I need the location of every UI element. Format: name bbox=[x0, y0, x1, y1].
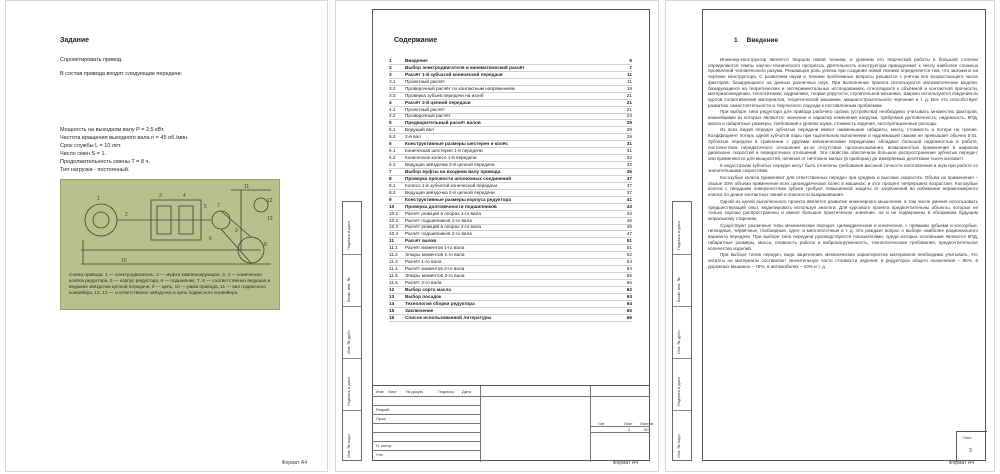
svg-text:3: 3 bbox=[159, 193, 162, 199]
toc-page: 62 bbox=[626, 286, 632, 292]
table-of-contents bbox=[389, 58, 632, 322]
toc-row bbox=[389, 134, 632, 141]
toc-row bbox=[389, 280, 632, 287]
side-label: Инв. № дубл. bbox=[676, 329, 681, 354]
toc-label: Колесо 1-й зубчатой конической передачи bbox=[405, 182, 498, 188]
toc-page: 53 bbox=[626, 259, 632, 265]
toc-label: Коническое колесо 1-й передачи bbox=[405, 155, 477, 161]
toc-number: 8 bbox=[389, 175, 392, 181]
toc-page: 7 bbox=[629, 64, 632, 70]
toc-number: 12 bbox=[389, 286, 395, 292]
toc-row bbox=[389, 245, 632, 252]
toc-row bbox=[389, 301, 632, 308]
toc-row bbox=[389, 141, 632, 148]
toc-label: Выбор посадок bbox=[405, 293, 442, 299]
sheet-number: 3 bbox=[969, 448, 972, 454]
toc-label: Проверка долговечности подшипников bbox=[405, 203, 497, 209]
toc-label: 2-й вал bbox=[405, 134, 421, 140]
svg-text:4: 4 bbox=[183, 193, 186, 199]
toc-number: 1 bbox=[389, 57, 392, 63]
toc-number: 11 bbox=[389, 238, 394, 244]
param-shift-duration: Продолжительность смены T = 8 ч. bbox=[60, 159, 150, 165]
toc-number: 9 bbox=[389, 196, 392, 202]
toc-row bbox=[389, 231, 632, 238]
toc-page: 37 bbox=[626, 175, 632, 181]
section-heading bbox=[734, 37, 778, 44]
svg-text:9: 9 bbox=[235, 228, 238, 234]
toc-number: 10.3 bbox=[389, 224, 399, 230]
toc-number: 8.2 bbox=[389, 189, 396, 195]
toc-page: 24 bbox=[626, 113, 632, 119]
toc-page: 11 bbox=[627, 71, 632, 77]
toc-page: 45 bbox=[626, 217, 632, 223]
toc-number: 13 bbox=[389, 293, 395, 299]
svg-text:12: 12 bbox=[267, 198, 273, 204]
title-block bbox=[372, 385, 653, 462]
paragraph: Из всех видов передач зубчатые передачи имеют наименьшие габариты, массу, стоимость и потери на трение. Коэффициент потерь одной зубчатой пары при тщательном выполнении и надлежащей смазке не превышает обычно 0,01. Зубчатые передачи в сравнении с другими механическими передачами обладают большой надежностью в работе, постоянством передаточного отношения из-за отсутствия проскальзывания, возможностью применения в широком диапазоне скоростей и передаточных отношений. Эти свойства обеспечили большое распространение зубчатых передач; они применяются для мощностей, начиная от ничтожно малых (в приборах) до измеряемых десятками тысяч киловатт. bbox=[708, 127, 978, 161]
toc-page: 63 bbox=[626, 293, 632, 299]
paragraph: Одной из целей выполненного проекта является развитие инженерного мышления, в том числе умения использовать предшествующий опыт, моделировать используя аналоги. Для курсового проекта предпочтительны объекты, которые не только хорошо распространены и имеют большое практическое значение, но и не подвержены в обозримом будущем моральному старению. bbox=[708, 198, 978, 221]
toc-page: 21 bbox=[626, 99, 632, 105]
toc-row bbox=[389, 169, 632, 176]
toc-page: 31 bbox=[626, 141, 632, 147]
toc-number: 6.1 bbox=[389, 148, 396, 154]
side-label: Взам. инв. № bbox=[676, 277, 681, 302]
section-title: Введение bbox=[746, 37, 779, 44]
toc-page: 43 bbox=[626, 203, 632, 209]
format-label: Формат А4 bbox=[948, 460, 974, 466]
toc-page: 37 bbox=[626, 182, 632, 188]
toc-number: 14 bbox=[389, 300, 395, 306]
toc-label: Эпюры моментов 1-го вала bbox=[405, 252, 465, 258]
toc-label: Выбор муфты на входном валу привода bbox=[405, 168, 501, 174]
toc-page: 47 bbox=[626, 231, 632, 237]
toc-number: 3.3 bbox=[389, 92, 396, 98]
toc-row bbox=[389, 183, 632, 190]
toc-row bbox=[389, 100, 632, 107]
toc-label: Проверочный расчёт по контактным напряжениям bbox=[405, 85, 515, 91]
toc-label: Расчёт валов bbox=[405, 238, 437, 244]
task-line: Спроектировать привод. bbox=[60, 57, 123, 63]
toc-label: Ведущая звёздочка 2-й цепной передачи bbox=[405, 162, 495, 168]
stamp-izm: Изм bbox=[376, 389, 384, 394]
stamp-doc: № докум. bbox=[406, 389, 424, 394]
toc-number: 10.4 bbox=[389, 231, 399, 237]
paragraph: Косозубые колеса применяют для ответственных передач при средних и высоких скоростях. Объём их применения – свыше 30% объема применения всех цилиндрических колес в машинах; и этот процент непрерывно возрастает. Косозубые колеса с твердыми поверхностями зубьев требуют повышенной защиты от загрязнений во избежание неравномерного износа по длине контактных линий и опасности выкрашивания. bbox=[708, 175, 978, 198]
toc-number: 5.1 bbox=[389, 127, 396, 133]
toc-label: Проверка прочности шпоночных соединений bbox=[405, 175, 512, 181]
toc-number: 4 bbox=[389, 99, 392, 105]
toc-page: 32 bbox=[626, 162, 632, 168]
sheet-number-box bbox=[956, 431, 987, 462]
toc-row bbox=[389, 225, 632, 232]
side-label: Инв. № дубл. bbox=[346, 329, 351, 354]
toc-number: 8.1 bbox=[389, 182, 396, 188]
toc-row bbox=[389, 252, 632, 259]
param-speed: Частота вращения выходного вала n = 45 об./мин. bbox=[60, 135, 189, 141]
side-label: Подпись и дата bbox=[346, 221, 351, 250]
toc-label: Введение bbox=[405, 57, 428, 63]
toc-row bbox=[389, 155, 632, 162]
toc-label: Эпюры моментов 2-го вала bbox=[405, 273, 465, 279]
svg-text:6: 6 bbox=[209, 236, 212, 242]
sheet-label: Лист bbox=[963, 435, 972, 440]
toc-label: Список использованной литературы bbox=[405, 314, 492, 320]
svg-text:2: 2 bbox=[125, 212, 128, 218]
section-number: 1 bbox=[734, 37, 738, 44]
toc-row bbox=[389, 287, 632, 294]
toc-page: 32 bbox=[626, 155, 632, 161]
page-1 bbox=[5, 0, 328, 472]
toc-row bbox=[389, 308, 632, 315]
toc-page: 29 bbox=[626, 120, 632, 126]
svg-text:13: 13 bbox=[267, 216, 273, 222]
toc-row bbox=[389, 107, 632, 114]
toc-number: 6.3 bbox=[389, 162, 396, 168]
toc-number: 3.1 bbox=[389, 78, 396, 84]
toc-number: 3.2 bbox=[389, 85, 396, 91]
toc-number: 4.1 bbox=[389, 106, 396, 112]
toc-page: 51 bbox=[626, 238, 632, 244]
toc-page: 65 bbox=[626, 307, 632, 313]
toc-number: 11.3 bbox=[389, 259, 398, 265]
stamp-prov: Пров. bbox=[376, 416, 387, 421]
toc-label: Проверочный расчёт bbox=[405, 113, 451, 119]
stamp-list-value: 2 bbox=[628, 427, 631, 432]
side-label: Подпись и дата bbox=[676, 377, 681, 406]
toc-number: 6.2 bbox=[389, 155, 396, 161]
toc-row bbox=[389, 294, 632, 301]
toc-label: Расчёт реакций в опорах 2-го вала bbox=[405, 224, 481, 230]
toc-row bbox=[389, 114, 632, 121]
toc-label: Расчёт подшипников 2-го вала bbox=[405, 231, 472, 237]
toc-label: Выбор электродвигателя и кинематический расчёт bbox=[405, 64, 525, 70]
toc-number: 16 bbox=[389, 314, 395, 320]
toc-number: 2 bbox=[389, 64, 392, 70]
toc-row bbox=[389, 58, 632, 65]
paragraph: К недостаткам зубчатых передач могут быть отнесены требования высокой точности изготовления и шум при работе со значительными скоростями. bbox=[708, 162, 978, 174]
toc-label: Проектный расчёт bbox=[405, 106, 446, 112]
drive-scheme-image bbox=[60, 179, 280, 310]
toc-page: 18 bbox=[626, 85, 632, 91]
page-3 bbox=[665, 0, 995, 472]
param-power: Мощность на выходном валу P = 2,5 кВт. bbox=[60, 127, 165, 133]
page-2 bbox=[335, 0, 659, 472]
toc-label: Ведущий вал bbox=[405, 127, 434, 133]
scheme-caption: Схема привода: 1 — электродвигатель, 2 — муфта компенсирующая, 3, 4 — конические колёса редуктора, 5 — корпус редуктора, 6 — подшипник, 7, 8 — соответственно ведущая и ведомая звёздочки цепной передачи, 9 — цепь, 10 — рама привода, 11 — вал подвесного конвейера, 12, 13 — соответственно звёздочка и цепь подвесного конвейера. bbox=[69, 272, 271, 295]
svg-text:5: 5 bbox=[204, 204, 207, 210]
toc-page: 31 bbox=[626, 148, 632, 154]
stamp-list: Лист bbox=[388, 389, 397, 394]
paragraph: Инженер-конструктор является творцом новой техники, и уровнем его творческой работы в большей степени определяются темпы научно-технического прогресса. Деятельность конструктора принадлежит к числу наиболее сложных проявлений человеческого разума. Решающая роль успеха при создании новой техники определяется тем, что заложено на чертеже конструктора. С развитием науки и техники проблемные вопросы решаются с учётом все возрастающего числа факторов, базирующихся на данных различных наук. При выполнении проекта используются математические модели, базирующиеся на теоретических и экспериментальных исследованиях, относящихся к объёмной и контактной прочности, материаловедению, теплотехнике, гидравлике, теории упругости, строительной механике. Широко используются сведения из курсов сопротивления материалов, теоретической механики, машиностроительного черчения и т. д. Все это способствует развитию самостоятельности и творческого подхода к поставленным проблемам. bbox=[708, 57, 978, 108]
toc-page: 45 bbox=[626, 224, 632, 230]
stamp-listov-header: Листов bbox=[640, 421, 653, 426]
toc-number: 11.4 bbox=[389, 266, 398, 272]
toc-number: 5.2 bbox=[389, 134, 396, 140]
paragraph: При выборе типов передач, вида зацепления, механических характеристик материалов необходимо учитывать, что затраты на материалы составляют значительную часть стоимости изделия: в редукторах общего назначения – 85%, в дорожных машинах – 75%, в автомобилях – 10% и т. д. bbox=[708, 252, 978, 269]
toc-page: 43 bbox=[626, 210, 632, 216]
toc-label: Заключение bbox=[405, 307, 434, 313]
toc-number: 10 bbox=[389, 203, 395, 209]
toc-label: Расчёт моментов 2-го вала bbox=[405, 266, 465, 272]
toc-row bbox=[389, 273, 632, 280]
format-label: Формат А4 bbox=[612, 460, 638, 466]
toc-page: 35 bbox=[626, 168, 632, 174]
toc-page: 64 bbox=[626, 300, 632, 306]
svg-text:11: 11 bbox=[244, 184, 250, 190]
svg-text:8: 8 bbox=[264, 242, 267, 248]
toc-page: 21 bbox=[626, 106, 632, 112]
toc-row bbox=[389, 127, 632, 134]
side-stamp bbox=[342, 201, 362, 461]
stamp-listov-value: 50 bbox=[644, 427, 649, 432]
stamp-sign: Подпись bbox=[438, 389, 454, 394]
toc-label: Расчёт моментов 1-го вала bbox=[405, 245, 465, 251]
toc-row bbox=[389, 65, 632, 72]
toc-page: 11 bbox=[627, 78, 632, 84]
toc-row bbox=[389, 148, 632, 155]
side-label: Подпись и дата bbox=[676, 221, 681, 250]
paragraph: Существуют различные типы механических передач: цилиндрические и конические, с прямыми зубьями и косозубые, гипоидные, червячные, глобоидные, одно- и многопоточные и т. д. Это рождает вопрос о выборе наиболее рационального варианта передачи. При выборе типа передачи руководствуются показателями, среди которых основными являются КПД, габаритные размеры, масса, плавность работы и вибронагруженность, технологические требования, предпочтительное количество изделий. bbox=[708, 222, 978, 251]
stamp-nkontr: Н. контр. bbox=[376, 443, 393, 448]
toc-number: 11.5 bbox=[389, 273, 398, 279]
toc-row bbox=[389, 259, 632, 266]
toc-page: 66 bbox=[626, 314, 632, 320]
param-load-type: Тип нагрузки - постоянный. bbox=[60, 167, 130, 173]
toc-row bbox=[389, 79, 632, 86]
toc-label: Конструктивные размеры шестерен и колёс bbox=[405, 141, 508, 147]
page-title: Задание bbox=[60, 37, 90, 44]
side-label: Взам. инв. № bbox=[346, 277, 351, 302]
toc-label: Расчёт подшипников 1-го вала bbox=[405, 217, 472, 223]
toc-page: 29 bbox=[626, 127, 632, 133]
toc-number: 7 bbox=[389, 168, 392, 174]
toc-number: 4.2 bbox=[389, 113, 396, 119]
toc-row bbox=[389, 72, 632, 79]
toc-label: Технология сборки редуктора bbox=[405, 300, 475, 306]
toc-row bbox=[389, 190, 632, 197]
toc-page: 41 bbox=[626, 196, 632, 202]
toc-row bbox=[389, 86, 632, 93]
toc-row bbox=[389, 238, 632, 245]
toc-number: 15 bbox=[389, 307, 395, 313]
toc-row bbox=[389, 197, 632, 204]
toc-row bbox=[389, 218, 632, 225]
toc-number: 10.1 bbox=[389, 210, 399, 216]
paragraph: При выборе типа редуктора для привода рабочего органа (устройства) необходимо учитывать множество факторов, важнейшими из которых являются: значение и характер изменения нагрузки, требуемая долговечность, надежность, КПД, масса и габаритные размеры, требования к уровню шума, стоимость изделия, эксплуатационные расходы. bbox=[708, 109, 978, 126]
toc-number: 5 bbox=[389, 120, 392, 126]
toc-label: Конструктивные размеры корпуса редуктора bbox=[405, 196, 511, 202]
toc-label: Проверка зубьев передачи на изгиб bbox=[405, 92, 484, 98]
stamp-date: Дата bbox=[462, 389, 471, 394]
toc-label: Расчёт 1-й зубчатой конической передачи bbox=[405, 71, 503, 77]
side-stamp bbox=[672, 201, 692, 461]
toc-label: Расчёт реакций в опорах 1-го вала bbox=[405, 210, 481, 216]
toc-number: 11.2 bbox=[389, 252, 398, 258]
side-label: Подпись и дата bbox=[346, 377, 351, 406]
toc-row bbox=[389, 315, 632, 322]
toc-page: 55 bbox=[626, 273, 632, 279]
toc-page: 37 bbox=[626, 189, 632, 195]
toc-row bbox=[389, 162, 632, 169]
toc-page: 56 bbox=[626, 279, 632, 285]
toc-page: 29 bbox=[626, 134, 632, 140]
intro-body bbox=[708, 57, 978, 270]
toc-row bbox=[389, 211, 632, 218]
toc-label: Проектный расчёт bbox=[405, 78, 446, 84]
toc-number: 10.2 bbox=[389, 217, 399, 223]
toc-label: Выбор сорта масла bbox=[405, 286, 451, 292]
stamp-utv: Утв. bbox=[376, 452, 384, 457]
toc-label: Ведущая звёздочка 2-й цепной передачи bbox=[405, 189, 495, 195]
toc-label: Коническая шестерня 1-й передачи bbox=[405, 148, 483, 154]
toc-label: Расчёт 2-го вала bbox=[405, 279, 442, 285]
svg-text:1: 1 bbox=[97, 196, 100, 202]
toc-title: Содержание bbox=[394, 37, 438, 44]
toc-label: Расчёт 1-го вала bbox=[405, 259, 442, 265]
stamp-razrab: Разраб. bbox=[376, 407, 391, 412]
side-label: Инв. № подл. bbox=[676, 433, 681, 458]
task-line: В состав привода входят следующие передачи: bbox=[60, 71, 183, 77]
toc-row bbox=[389, 93, 632, 100]
stamp-list-header: Лист bbox=[624, 421, 633, 426]
stamp-lit: Лит bbox=[598, 421, 605, 426]
toc-number: 6 bbox=[389, 141, 392, 147]
side-label: Инв. № подл. bbox=[346, 433, 351, 458]
svg-text:7: 7 bbox=[217, 203, 220, 209]
toc-page: 51 bbox=[626, 245, 632, 251]
toc-number: 11.6 bbox=[389, 279, 398, 285]
toc-row bbox=[389, 266, 632, 273]
svg-text:10: 10 bbox=[121, 258, 127, 264]
toc-label: Предварительный расчёт валов bbox=[405, 120, 481, 126]
toc-page: 5 bbox=[629, 57, 632, 63]
param-life: Срок службы L = 10 лет. bbox=[60, 143, 122, 149]
toc-page: 52 bbox=[626, 252, 632, 258]
toc-page: 54 bbox=[626, 266, 632, 272]
format-label: Формат А4 bbox=[281, 460, 307, 466]
toc-number: 3 bbox=[389, 71, 392, 77]
param-shifts: Число смен S = 1. bbox=[60, 151, 107, 157]
toc-number: 11.1 bbox=[389, 245, 398, 251]
toc-row bbox=[389, 204, 632, 211]
toc-page: 21 bbox=[626, 92, 632, 98]
toc-row bbox=[389, 176, 632, 183]
toc-label: Расчёт 2-й цепной передачи bbox=[405, 99, 471, 105]
toc-row bbox=[389, 120, 632, 127]
